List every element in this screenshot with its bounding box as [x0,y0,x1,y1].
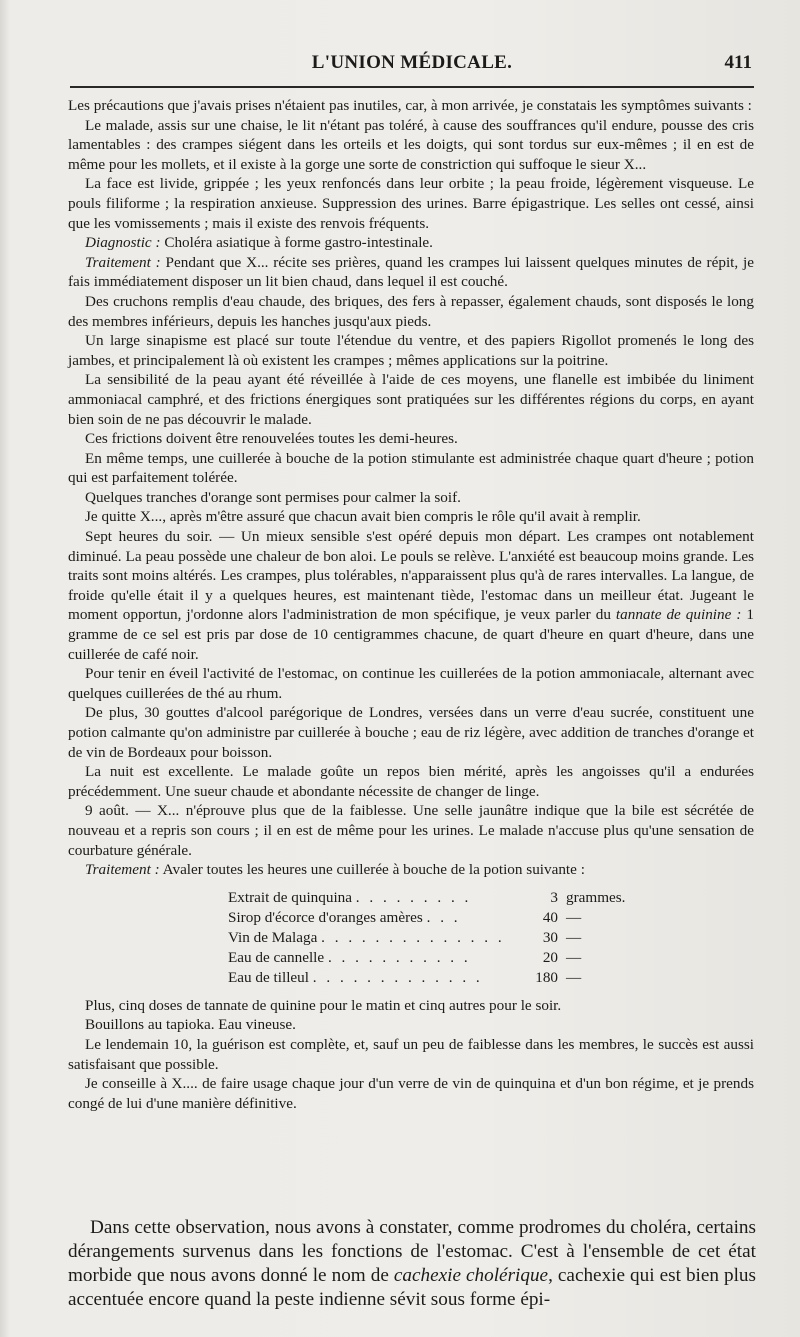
recipe-row [228,968,658,988]
paragraph: 9 août. — X... n'éprouve plus que de la faiblesse. Une selle jaunâtre indique que la bile est sécrétée de nouveau et a repris son cours ; il en est de même pour les urines. Le malade n'accuse plus qu'une sensation de courbature générale. [68,802,754,859]
recipe-ingredient: Eau de cannelle . . . . . . . . . . . [228,948,471,966]
paragraph: De plus, 30 gouttes d'alcool parégorique de Londres, versées dans un verre d'eau sucrée, constituent une potion calmante qu'on administre par cuillerée à bouche ; eau de riz légère, avec addition de tranches d'orange et de vin de Bordeaux pour boisson. [68,704,754,761]
paragraph: En même temps, une cuillerée à bouche de la potion stimulante est administrée chaque quart d'heure ; potion qui est parfaitement tolérée. [68,449,754,487]
diagnostic-paragraph [68,233,754,253]
recipe-unit: — [566,968,582,986]
tannate-dose-text: 1 gramme de ce sel est pris par dose de 10 centigrammes chacune, de quart d'heure en quart d'heure, dans une cuillerée de café noir. [68,606,754,663]
commentary-section [68,1216,756,1312]
recipe-quantity: 3 [550,888,558,906]
paragraph: La sensibilité de la peau ayant été réveillée à l'aide de ces moyens, une flanelle est imbibée du liniment ammoniacal camphré, et des frictions énergiques sont pratiquées sur les différentes régions du corps, en ayant bien soin de ne pas découvrir le malade. [68,371,754,428]
paragraph: Plus, cinq doses de tannate de quinine pour le matin et cinq autres pour le soir. [85,996,562,1014]
paragraph: Ces frictions doivent être renouvelées toutes les demi-heures. [85,430,458,448]
recipe-quantity: 40 [542,908,558,926]
treatment-text: Avaler toutes les heures une cuillerée à bouche de la potion suivante : [159,861,585,879]
recipe-ingredient: Sirop d'écorce d'oranges amères . . . [228,908,461,926]
recipe-quantity: 180 [535,968,558,986]
page-header [70,52,754,82]
treatment-paragraph [68,860,754,880]
paragraph: Un large sinapisme est placé sur toute l'étendue du ventre, et des papiers Rigollot promenés le long des jambes, et principalement là où existent les crampes ; mêmes applications sur la poitrine. [68,332,754,369]
paragraph: La nuit est excellente. Le malade goûte un repos bien mérité, après les angoisses qu'il a endurées précédemment. Une sueur chaude et abondante nécessite de changer de linge. [68,763,754,800]
commentary-paragraph [68,1216,756,1312]
paragraph: La face est livide, grippée ; les yeux renfoncés dans leur orbite ; la peau froide, légèrement visqueuse. Le pouls filiforme ; la respiration anxieuse. Suppression des urines. Barre épigastrique. Les selles ont cessé, ainsi que les vomissements ; mais il existe des renvois fréquents. [68,175,754,232]
commentary-text-end: , cachexie qui est bien plus accentuée encore quand la peste indienne sévit sous forme épi- [68,1265,756,1310]
recipe-row [228,948,658,968]
evening-paragraph [68,527,754,664]
paragraph: Quelques tranches d'orange sont permises pour calmer la soif. [85,488,461,506]
paragraph: Je conseille à X.... de faire usage chaque jour d'un verre de vin de quinquina et d'un bon régime, et je prends congé de lui d'une manière définitive. [68,1075,754,1112]
commentary-text: Dans cette observation, nous avons à constater, comme prodromes du choléra, certains dérangements survenus dans les fonctions de l'estomac. C'est à l'ensemble de cet état morbide que nous avons donné le nom de [68,1217,756,1286]
paragraph: Bouillons au tapioka. Eau vineuse. [85,1016,296,1034]
recipe-unit: — [566,948,582,966]
evening-text: Sept heures du soir. — Un mieux sensible s'est opéré depuis mon départ. Les crampes ont notablement diminué. La peau possède une chaleur de bon aloi. Le pouls se relève. L'anxiété est beaucoup moins grande. Les traits sont moins altérés. Les crampes, plus tolérables, n'apparaissent plus qu'à de rares intervalles. La langue, de froide qu'elle était il y a quelques heures, est maintenant tiède, l'estomac dans un meilleur état. Jugeant le moment opportun, j'ordonne alors l'administration de mon spécifique, je veux parler du [68,528,754,624]
recipe-unit: — [566,928,582,946]
recipe-row [228,888,658,908]
paragraph: Le malade, assis sur une chaise, le lit n'étant pas toléré, à cause des souffrances qu'il endure, pousse des cris lamentables : des crampes siégent dans les orteils et les doigts, qui sont tordus sur eux-mêmes ; il en est de même pour les mollets, et il existe à la gorge une sorte de constriction qui suffoque le sieur X... [68,116,754,173]
treatment-text: Pendant que X... récite ses prières, quand les crampes lui laissent quelques minutes de répit, je fais immédiatement disposer un lit bien chaud, dans lequel il est couché. [68,253,754,291]
running-title: L'UNION MÉDICALE. [311,52,513,73]
header-rule [70,86,754,88]
recipe-ingredient: Eau de tilleul . . . . . . . . . . . . . [228,968,483,986]
recipe-ingredient: Vin de Malaga . . . . . . . . . . . . . . [228,928,505,946]
tannate-phrase: tannate de quinine : [615,606,742,624]
paragraph: Des cruchons remplis d'eau chaude, des briques, des fers à repasser, également chauds, sont disposés le long des membres inférieurs, depuis les hanches jusqu'aux pieds. [68,292,754,330]
paragraph: Je quitte X..., après m'être assuré que chacun avait bien compris le rôle qu'il avait à remplir. [85,508,641,526]
cachexie-term: cachexie cholérique [393,1265,549,1286]
diagnostic-label: Diagnostic : [85,234,161,252]
recipe-unit: — [566,908,582,926]
article-body [68,96,754,1113]
paragraph: Le lendemain 10, la guérison est complète, et, sauf un peu de faiblesse dans les membres, le succès est aussi satisfaisant que possible. [68,1035,754,1073]
recipe-row [228,928,658,948]
recipe-quantity: 30 [542,928,558,946]
recipe-quantity: 20 [542,948,558,966]
treatment-paragraph [68,253,754,292]
paragraph: Les précautions que j'avais prises n'étaient pas inutiles, car, à mon arrivée, je constatais les symptômes suivants : [68,97,752,114]
recipe-ingredient: Extrait de quinquina . . . . . . . . . [228,888,472,906]
page-number: 411 [724,52,752,73]
paragraph: Pour tenir en éveil l'activité de l'estomac, on continue les cuillerées de la potion ammoniacale, alternant avec quelques cuillerées de thé au rhum. [68,665,754,702]
treatment-label: Traitement : [85,253,161,271]
treatment-label: Traitement : [85,861,160,879]
diagnostic-text: Choléra asiatique à forme gastro-intestinale. [160,234,433,252]
recipe-row [228,908,658,928]
potion-recipe [228,888,658,988]
recipe-unit: grammes. [566,888,626,906]
